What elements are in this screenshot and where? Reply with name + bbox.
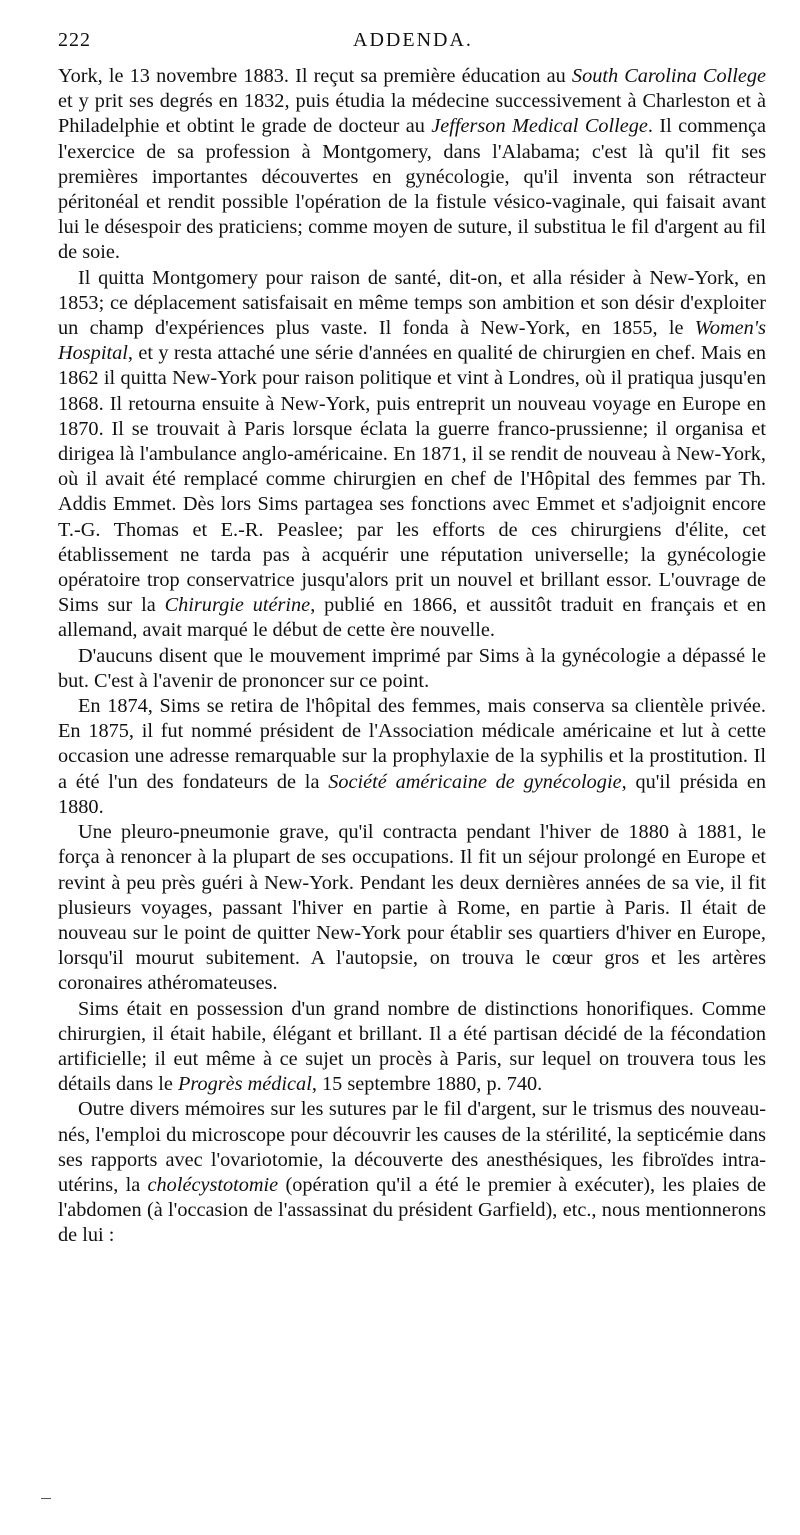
text-run: et y prit ses degrés en 1832, puis étudia la médecine successivement à Charleston et à Philadelphie et obtint le grade de docteur au (58, 90, 766, 138)
text-run: , 15 septembre 1880, p. 740. (311, 1073, 543, 1096)
text-run: En 1874, Sims se retira de l'hôpital des femmes, mais conserva sa clientèle privée. En 1875, il fut nommé président de l'Association médicale américaine et lut à cette occasion une adresse remarquable sur la prophylaxie de la syphilis et la prostitution. Il a été l'un des fondateurs de la (58, 695, 766, 793)
running-head: ADDENDA. (353, 29, 473, 51)
text-run: , qu'il présida en 1880. (58, 770, 766, 818)
body-text (58, 64, 766, 1249)
paragraph-7 (58, 1097, 766, 1248)
italic-title: Women's Hospital (58, 317, 766, 365)
paragraph-1 (58, 64, 766, 266)
italic-title: cholécystotomie (147, 1173, 279, 1196)
paragraph-5 (58, 820, 766, 996)
italic-title: Jefferson Medical College (431, 115, 648, 138)
page-header (58, 29, 768, 59)
text-run: Outre divers mémoires sur les sutures par le fil d'argent, sur le trismus des nouveau-nés, l'emploi du microscope pour découvrir les causes de la stérilité, la septicémie dans ses rapports avec l'ovariotomie, la découverte des anesthésiques, les fibroïdes intra-utérins, la (58, 1098, 766, 1196)
footer-mark (41, 1498, 51, 1499)
paragraph-3 (58, 644, 766, 694)
italic-title: Chirurgie utérine (164, 594, 311, 617)
text-run: , publié en 1866, et aussitôt traduit en français et en allemand, avait marqué le début de cette ère nouvelle. (58, 594, 767, 642)
paragraph-4 (58, 694, 766, 820)
text-run: D'aucuns disent que le mouvement imprimé par Sims à la gynécologie a dépassé le but. C'est à l'avenir de prononcer sur ce point. (58, 644, 766, 692)
text-run: , et y resta attaché une série d'années en qualité de chirurgien en chef. Mais en 1862 il quitta New-York pour raison politique et vint à Londres, où il pratiqua jusqu'en 1868. Il retourna ensuite à New-York, puis entreprit un nouveau voyage en Europe en 1870. Il se trouvait à Paris lorsque éclata la guerre franco-prussienne; il organisa et dirigea là l'ambulance anglo-américaine. En 1871, il se rendit de nouveau à New-York, où il avait été remplacé comme chirurgien en chef de l'Hôpital des femmes par Th. Addis Emmet. Dès lors Sims partagea ses fonctions avec Emmet et s'adjoignit encore T.-G. Thomas et E.-R. Peaslee; par les efforts de ces chirurgiens d'élite, cet établissement ne tarda pas à acquérir une réputation universelle; la gynécologie opératoire trop conservatrice jusqu'alors prit un nouvel et brillant essor. L'ouvrage de Sims sur la (58, 342, 766, 617)
text-run: Une pleuro-pneumonie grave, qu'il contracta pendant l'hiver de 1880 à 1881, le força à renoncer à la plupart de ses occupations. Il fit un séjour prolongé en Europe et revint à peu près guéri à New-York. Pendant les deux dernières années de sa vie, il fit plusieurs voyages, passant l'hiver en partie à Rome, en partie à Paris. Il était de nouveau sur le point de quitter New-York pour établir ses quartiers d'hiver en Europe, lorsqu'il mourut subitement. A l'autopsie, on trouva le cœur gros et les artères coronaires athéromateuses. (58, 821, 766, 995)
text-run: Sims était en possession d'un grand nombre de distinctions honorifiques. Comme chirurgien, il était habile, élégant et brillant. Il a été partisan décidé de la fécondation artificielle; il eut même à ce sujet un procès à Paris, sur lequel on trouvera tous les détails dans le (58, 997, 766, 1096)
page-number: 222 (58, 29, 91, 51)
italic-title: South Carolina College (571, 65, 767, 87)
text-run: (opération qu'il a été le premier à exécuter), les plaies de l'abdomen (à l'occasion de l'assassinat du président Garfield), etc., nous mentionnerons de lui : (58, 1173, 766, 1247)
text-run: York, le 13 novembre 1883. Il reçut sa première éducation au (58, 65, 572, 87)
text-run: Il quitta Montgomery pour raison de santé, dit-on, et alla résider à New-York, en 1853; ce déplacement satisfaisait en même temps son ambition et son désir d'exploiter un champ d'expériences plus vaste. Il fonda à New-York, en 1855, le (58, 266, 766, 340)
paragraph-6 (58, 997, 766, 1098)
paragraph-2 (58, 266, 766, 644)
italic-title: Société américaine de gynécologie (328, 770, 622, 793)
text-run: . Il commença l'exercice de sa profession à Montgomery, dans l'Alabama; c'est là qu'il fit ses premières importantes découvertes en gynécologie, qu'il inventa son rétracteur péritonéal et rendit possible l'opération de la fistule vésico-vaginale, qui faisait avant lui le désespoir des praticiens; comme moyen de suture, il substitua le fil d'argent au fil de soie. (58, 115, 766, 264)
italic-title: Progrès médical (177, 1073, 312, 1096)
